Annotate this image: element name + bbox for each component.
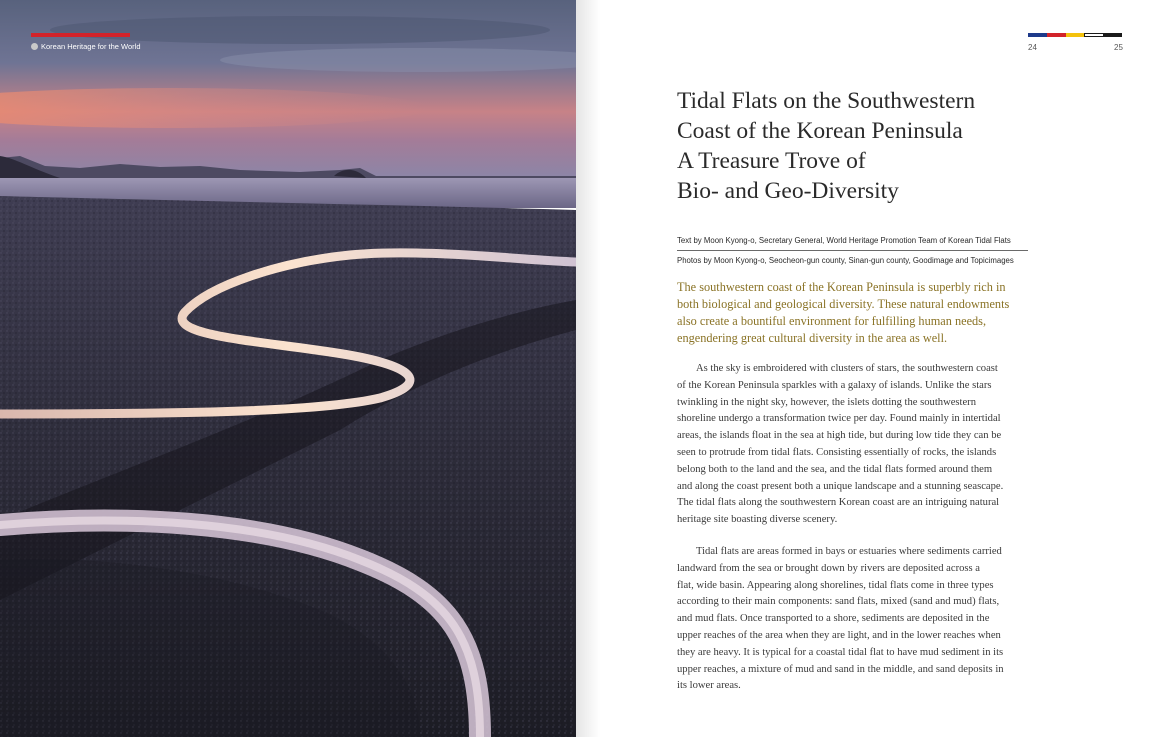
bullet-dot-icon xyxy=(31,43,38,50)
title-line: Coast of the Korean Peninsula xyxy=(677,118,963,144)
lead-line: The southwestern coast of the Korean Peninsula is superbly rich in xyxy=(677,280,1006,294)
text-credit: Text by Moon Kyong-o, Secretary General, World Heritage Promotion Team of Korean Tidal Flats xyxy=(677,236,1011,245)
body-line: areas, the islands float in the sea at high tide, but during low tide they can be xyxy=(677,430,1002,442)
body-line: and mud flats. Once transported to a shore, sediments are deposited in the xyxy=(677,613,990,625)
body-line: upper reaches, a mixture of mud and sand in the middle, and sand deposits in xyxy=(677,663,1004,675)
page-number-right: 25 xyxy=(1114,43,1123,52)
page-gutter xyxy=(576,0,600,737)
body-line: its lower areas. xyxy=(677,680,741,692)
color-bar-white xyxy=(1084,33,1104,37)
body-line: flat, wide basin. Appearing along shorelines, tidal flats come in three types xyxy=(677,579,994,591)
photo-credit: Photos by Moon Kyong-o, Seocheon-gun county, Sinan-gun county, Goodimage and Topicimages xyxy=(677,256,1014,265)
body-line: according to their main components: sand flats, mixed (sand and mud) flats, xyxy=(677,596,1000,608)
title-line: A Treasure Trove of xyxy=(677,148,866,174)
body-line: heritage site boasting diverse scenery. xyxy=(677,514,838,526)
lead-line: also create a bountiful environment for fulfilling human needs, xyxy=(677,314,987,328)
running-head xyxy=(31,42,141,51)
body-paragraph-1 xyxy=(677,361,1042,529)
page-number-left: 24 xyxy=(1028,43,1037,52)
credit-divider xyxy=(677,250,1028,251)
article-title xyxy=(677,86,1077,206)
body-line: The tidal flats along the southwestern Korean coast are an intriguing natural xyxy=(677,497,1000,509)
running-head-bar xyxy=(31,33,130,37)
body-line: and along the coast present both a unique landscape and a stunning seascape. xyxy=(677,480,1004,492)
article-credits xyxy=(677,235,1028,270)
body-line: landward from the sea or brought down by rivers are deposited across a xyxy=(677,562,981,574)
body-line: shoreline undergo a transformation twice per day. Found mainly in intertidal xyxy=(677,413,1001,425)
body-line: of the Korean Peninsula sparkles with a galaxy of islands. Unlike the stars xyxy=(677,379,992,391)
title-line: Tidal Flats on the Southwestern xyxy=(677,88,976,114)
color-bar-black xyxy=(1104,33,1122,37)
body-line: twinkling in the night sky, however, the islets dotting the southwestern xyxy=(677,396,977,408)
body-line: upper reaches of the area when they are light, and in the lower reaches when xyxy=(677,629,1001,641)
body-line: belong both to the land and the sea, and the tidal flats formed around them xyxy=(677,463,993,475)
lead-line: both biological and geological diversity. These natural endowments xyxy=(677,297,1010,311)
color-bar-yellow xyxy=(1066,33,1084,37)
title-line: Bio- and Geo-Diversity xyxy=(677,178,899,204)
body-line: they are heavy. It is typical for a coastal tidal flat to have mud sediment in its xyxy=(677,646,1004,658)
running-head-label: Korean Heritage for the World xyxy=(41,42,141,51)
body-line: As the sky is embroidered with clusters of stars, the southwestern coast xyxy=(696,363,998,374)
lead-line: engendering great cultural diversity in the area as well. xyxy=(677,331,948,345)
color-bar-blue xyxy=(1028,33,1047,37)
article-lead xyxy=(677,279,1037,347)
body-line: Tidal flats are areas formed in bays or estuaries where sediments carried xyxy=(696,546,1002,557)
body-line: seen to protrude from tidal flats. Consisting essentially of rocks, the islands xyxy=(677,446,997,458)
color-bar-red xyxy=(1047,33,1066,37)
body-paragraph-2 xyxy=(677,544,1042,695)
